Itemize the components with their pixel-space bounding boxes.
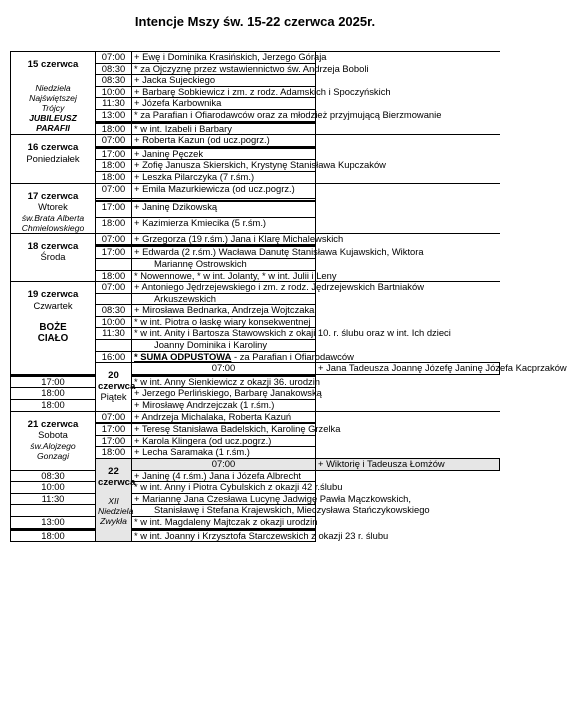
mass-intention: + Janinę Pęczek — [132, 148, 316, 160]
mass-intention: + Roberta Kazun (od ucz.pogrz.) — [132, 135, 316, 147]
mass-intention: + Edwarda (2 r.śm.) Wacława Danutę Stanisława Kujawskich, Wiktora — [132, 247, 316, 259]
mass-time: 07:00 — [132, 363, 316, 375]
mass-intention: Stanisławę i Stefana Krajewskich, Mieczysława Stańczykowskiego — [132, 505, 316, 517]
mass-intention: * w int. Anny i Piotra Cybulskich z okazji 42 r.ślubu — [132, 482, 316, 494]
day-date: 15 czerwca — [27, 59, 79, 70]
mass-intention: * w int. Magdaleny Majtczak z okazji urodzin — [132, 516, 316, 528]
mass-intention: * za Parafian i Ofiarodawców oraz za młodzież przyjmującą Bierzmowanie — [132, 109, 316, 121]
mass-intention: Mariannę Ostrowskich — [132, 258, 316, 270]
day-weekday: Piątek — [100, 391, 127, 403]
mass-time: 10:00 — [96, 86, 132, 98]
day-note-jubilee: PARAFII — [36, 122, 70, 133]
day-note: Chmielowskiego — [21, 222, 85, 233]
mass-time: 13:00 — [96, 109, 132, 121]
mass-intention: + Janinę (4 r.śm.) Jana i Józefa Albrecht — [132, 470, 316, 482]
day-cell — [11, 411, 96, 470]
mass-time: 18:00 — [11, 400, 96, 412]
mass-time: 17:00 — [11, 376, 96, 388]
table-row — [11, 530, 500, 542]
mass-time: 18:00 — [96, 217, 132, 233]
day-note: Najświętszej — [29, 92, 77, 103]
table-row — [11, 505, 500, 517]
mass-time — [96, 340, 132, 352]
mass-intention: * w int. Izabeli i Barbary — [132, 123, 316, 135]
mass-intention: + Lecha Saramaka (1 r.śm.) — [132, 447, 316, 459]
mass-time: 18:00 — [96, 447, 132, 459]
day-note: św.Brata Alberta — [21, 212, 85, 223]
day-cell — [11, 135, 96, 183]
table-row — [11, 493, 500, 505]
table-row — [11, 388, 500, 400]
day-note: Zwykła — [100, 516, 127, 527]
mass-time: 16:00 — [96, 351, 132, 363]
mass-intention: * Nowennowe, * w int. Jolanty, * w int. Julii i Leny — [132, 270, 316, 282]
mass-intention: + Teresę Stanisława Badelskich, Karolinę Grzelka — [132, 424, 316, 436]
mass-time: 08:30 — [96, 63, 132, 75]
mass-time: 07:00 — [96, 52, 132, 64]
table-row — [11, 482, 500, 494]
mass-intention: * w int. Anity i Bartosza Stawowskich z okaji 10. r. ślubu oraz w int. Ich dzieci — [132, 328, 316, 340]
table-row — [11, 400, 500, 412]
mass-intention: + Jerzego Perlińskiego, Barbarę Janakowską — [132, 388, 316, 400]
mass-time: 07:00 — [96, 183, 132, 199]
table-row — [11, 183, 500, 199]
day-cell — [11, 233, 96, 281]
mass-intention: + Jana Tadeusza Joannę Józefę Janinę Józefa Kacprzaków — [316, 363, 500, 375]
mass-intention: + Mirosławę Andrzejczak (1 r.śm.) — [132, 400, 316, 412]
day-weekday: Czwartek — [33, 299, 73, 311]
mass-time: 07:00 — [96, 411, 132, 423]
mass-intention: * w int. Anny Sienkiewicz z okazji 36. urodzin — [132, 376, 316, 388]
day-cell — [11, 183, 96, 233]
mass-time: 10:00 — [11, 482, 96, 494]
day-note: Niedziela — [35, 82, 71, 93]
table-row — [11, 135, 500, 147]
table-row — [11, 411, 500, 423]
mass-time: 17:00 — [96, 202, 132, 218]
mass-intention: + Jacka Sujeckiego — [132, 75, 316, 87]
mass-intention: + Antoniego Jędrzejewskiego i zm. z rodz. Jędrzejewskich Bartniaków — [132, 282, 316, 294]
day-date: 16 czerwca — [27, 142, 79, 154]
mass-time: 11:30 — [96, 98, 132, 110]
solemn-mass-rest: - za Parafian i Ofiarodawców — [231, 350, 354, 362]
mass-time: 18:00 — [96, 160, 132, 172]
day-date: 18 czerwca — [27, 240, 79, 252]
day-cell — [11, 282, 96, 375]
mass-intention: + Wiktorię i Tadeusza Łomżów — [316, 459, 500, 471]
mass-time: 17:00 — [96, 148, 132, 160]
mass-time: 18:00 — [11, 530, 96, 542]
mass-time: 08:30 — [11, 470, 96, 482]
mass-intention: + Andrzeja Michalaka, Roberta Kazuń — [132, 411, 316, 423]
day-date: 21 czerwca — [27, 418, 79, 430]
day-note: św.Alojzego — [30, 440, 76, 451]
mass-intention: + Zofię Janusza Skierskich, Krystynę Stanisława Kupczaków — [132, 160, 316, 172]
table-row — [11, 516, 500, 528]
mass-intention — [132, 350, 354, 363]
mass-time: 11:30 — [11, 493, 96, 505]
day-weekday: Wtorek — [38, 201, 68, 213]
day-date: 22 czerwca — [98, 466, 136, 488]
mass-time — [11, 505, 96, 517]
mass-intention: + Leszka Pilarczyka (7 r.śm.) — [132, 171, 316, 183]
day-note: Trójcy — [41, 102, 65, 113]
mass-time: 17:00 — [96, 435, 132, 447]
mass-intention: + Barbarę Sobkiewicz i zm. z rodz. Adamskich i Spoczyńskich — [132, 86, 316, 98]
mass-intention: Arkuszewskich — [132, 293, 316, 305]
mass-time: 11:30 — [96, 328, 132, 340]
day-weekday: Poniedziałek — [26, 152, 80, 164]
mass-time: 07:00 — [96, 135, 132, 147]
table-row — [11, 470, 500, 482]
day-cell — [11, 52, 96, 135]
mass-time: 08:30 — [96, 75, 132, 87]
day-date: 17 czerwca — [27, 190, 79, 202]
day-note-jubilee: JUBILEUSZ — [29, 112, 77, 123]
mass-time: 08:30 — [96, 305, 132, 317]
feast-name: CIAŁO — [37, 332, 69, 344]
day-cell — [96, 363, 136, 411]
mass-intention: * w int. Joanny i Krzysztofa Starczewskich z okazji 23 r. ślubu — [132, 530, 316, 542]
solemn-mass-label: * SUMA ODPUSTOWA — [134, 350, 232, 362]
table-row — [11, 282, 500, 294]
mass-intention: + Grzegorza (19 r.śm.) Jana i Klarę Michalewskich — [132, 233, 316, 245]
mass-intention: * w int. Piotra o łaskę wiary konsekwentnej — [132, 316, 316, 328]
mass-time: 18:00 — [11, 388, 96, 400]
page-title: Intencje Mszy św. 15-22 czerwca 2025r. — [134, 14, 376, 29]
table-row — [11, 376, 500, 388]
table-row — [11, 233, 500, 245]
mass-intention: + Mariannę Jana Czesława Lucynę Jadwigę Pawła Mączkowskich, — [132, 493, 316, 505]
mass-intention: + Kazimierza Kmiecika (5 r.śm.) — [132, 217, 316, 233]
mass-intention: + Ewę i Dominika Krasińskich, Jerzego Góraja — [132, 52, 316, 64]
mass-intention: + Emila Mazurkiewicza (od ucz.pogrz.) — [132, 183, 316, 199]
mass-time: 17:00 — [96, 247, 132, 259]
mass-time: 07:00 — [132, 459, 316, 471]
mass-time — [96, 293, 132, 305]
day-weekday: Środa — [40, 251, 66, 263]
mass-time: 10:00 — [96, 316, 132, 328]
mass-time: 18:00 — [96, 123, 132, 135]
mass-time: 13:00 — [11, 516, 96, 528]
mass-intentions-table — [10, 51, 567, 542]
mass-intention: + Józefa Karbownika — [132, 98, 316, 110]
day-date: 19 czerwca — [27, 289, 79, 301]
mass-time: 07:00 — [96, 233, 132, 245]
mass-intention: + Karola Klingera (od ucz.pogrz.) — [132, 435, 316, 447]
mass-time: 17:00 — [96, 424, 132, 436]
table-row — [11, 52, 500, 64]
mass-time: 18:00 — [96, 171, 132, 183]
mass-intention: + Janinę Dzikowską — [132, 202, 316, 218]
mass-intention: Joanny Dominika i Karoliny — [132, 340, 316, 352]
day-note: Gonzagi — [36, 450, 69, 461]
mass-time: 07:00 — [96, 282, 132, 294]
mass-time — [96, 258, 132, 270]
mass-intention: * za Ojczyznę przez wstawiennictwo św. Andrzeja Boboli — [132, 63, 316, 75]
mass-intention: + Mirosława Bednarka, Andrzeja Wojtczaka — [132, 305, 316, 317]
day-date: 20 czerwca — [98, 370, 136, 392]
day-note: XII Niedziela — [98, 496, 134, 517]
feast-name: BOŻE — [39, 322, 67, 334]
mass-time: 18:00 — [96, 270, 132, 282]
day-weekday: Sobota — [38, 429, 68, 441]
day-cell — [96, 459, 136, 542]
